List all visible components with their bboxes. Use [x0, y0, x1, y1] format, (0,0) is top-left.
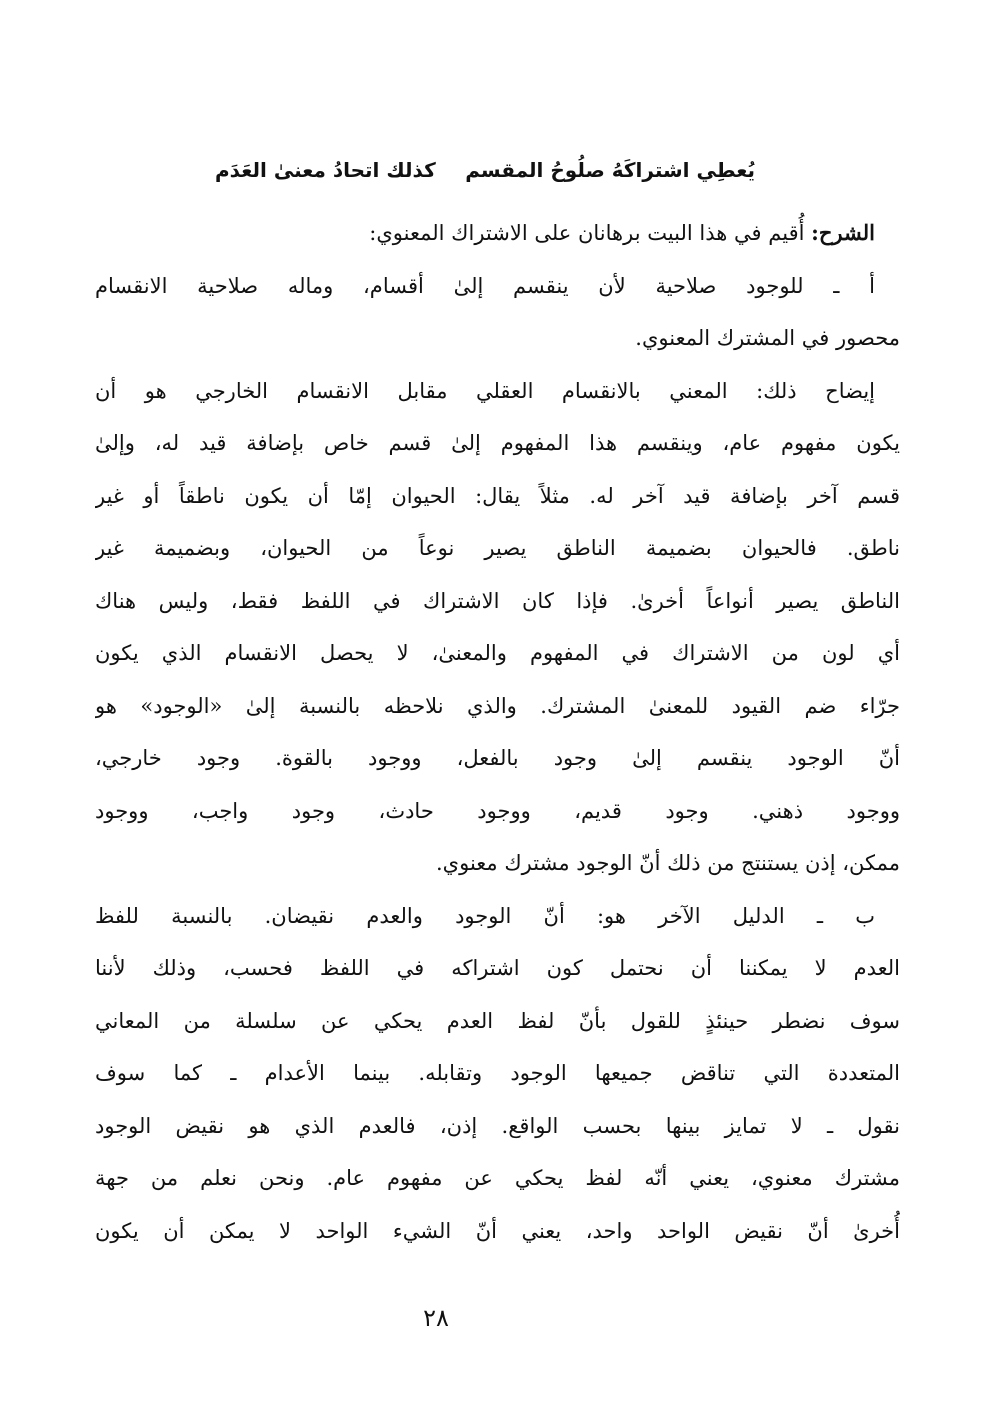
text-line: أي لون من الاشتراك في المفهوم والمعنىٰ، لا يحصل الانقسام الذي يكون: [95, 641, 900, 665]
text-line: جرّاء ضم القيود للمعنىٰ المشترك. والذي نلاحظه بالنسبة إلىٰ «الوجود» هو: [95, 693, 900, 718]
text-line: ووجود ذهني. وجود قديم، ووجود حادث، وجود واجب، ووجود: [95, 798, 900, 823]
text-line: العدم لا يمكننا أن نحتمل كون اشتراكه في اللفظ فحسب، وذلك لأننا: [95, 956, 900, 980]
text-line: يكون مفهوم عام، وينقسم هذا المفهوم إلىٰ قسم خاص بإضافة قيد له، وإلىٰ: [95, 431, 900, 455]
text-line: سوف نضطر حينئذٍ للقول بأنّ لفظ العدم يحكي عن سلسلة من المعاني: [95, 1008, 900, 1033]
text-line: نقول ـ لا تمايز بينها بحسب الواقع. إذن، فالعدم الذي هو نقيض الوجود: [95, 1113, 900, 1138]
text-line: المتعددة التي تناقض جميعها الوجود وتقابله. بينما الأعدام ـ كما سوف: [95, 1061, 900, 1085]
text-line: قسم آخر بإضافة قيد آخر له. مثلاً يقال: الحيوان إمّا أن يكون ناطقاً أو غير: [95, 483, 900, 508]
commentary-heading: [95, 207, 900, 260]
text-line: مشترك معنوي، يعني أنّه لفظ يحكي عن مفهوم عام. ونحن نعلم من جهة: [95, 1166, 900, 1190]
text-line: أ ـ للوجود صلاحية لأن ينقسم إلىٰ أقسام، وماله صلاحية الانقسام: [95, 273, 875, 298]
text-line: ممكن، إذن يستنتج من ذلك أنّ الوجود مشترك معنوي.: [436, 851, 900, 875]
page-number: ٢٨: [423, 1304, 449, 1332]
verse-right-hemistich: يُعطِي اشتراكَهُ صلُوحُ المقسم: [465, 158, 755, 182]
verse-line: [215, 150, 755, 190]
text-line: ب ـ الدليل الآخر هو: أنّ الوجود والعدم نقيضان. بالنسبة للفظ: [95, 903, 875, 928]
commentary-body: [95, 207, 900, 1267]
commentary-heading-rest: أُقيم في هذا البيت برهانان على الاشتراك المعنوي:: [369, 221, 812, 245]
text-line: إيضاح ذلك: المعني بالانقسام العقلي مقابل الانقسام الخارجي هو أن: [95, 378, 875, 403]
text-line: الناطق يصير أنواعاً أخرىٰ. فإذا كان الاشتراك في اللفظ فقط، وليس هناك: [95, 588, 900, 613]
text-line: ناطق. فالحيوان بضميمة الناطق يصير نوعاً من الحيوان، وبضميمة غير: [95, 536, 900, 560]
text-line: أنّ الوجود ينقسم إلىٰ وجود بالفعل، ووجود بالقوة. وجود خارجي،: [95, 746, 900, 770]
commentary-heading-lead: الشرح:: [811, 220, 875, 245]
verse-left-hemistich: كذلك اتحادُ معنىٰ العَدَم: [215, 158, 436, 182]
text-line: أُخرىٰ أنّ نقيض الواحد واحد، يعني أنّ الشيء الواحد لا يمكن أن يكون: [95, 1218, 900, 1243]
text-line: محصور في المشترك المعنوي.: [635, 326, 900, 350]
